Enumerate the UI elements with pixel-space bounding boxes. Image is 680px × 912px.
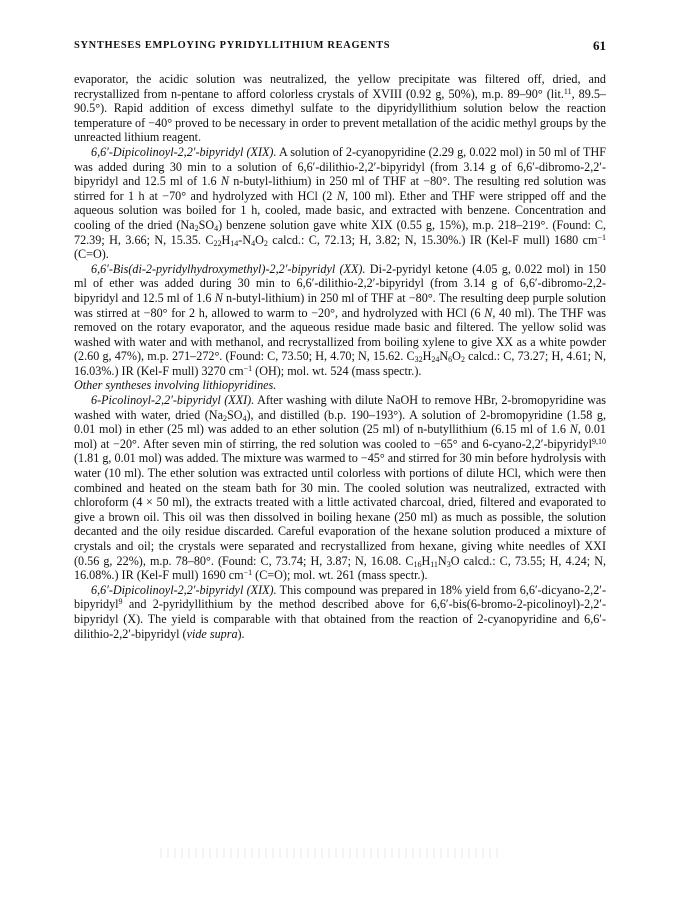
text-run: Di-2-pyridyl ketone (4.05 g, 0.022 mol) in 150 ml of ether was added during 30 min to 6,6′-dilithio-2,2′-bipyridyl (from 3.14 g of 6,6′-dibromo-2,2-bipyridyl and 12.5 ml of 1.6 — [74, 261, 606, 305]
reference-superscript: 9,10 — [592, 436, 606, 446]
compound-heading: 6-Picolinoyl-2,2′-bipyridyl (XXI). — [91, 393, 255, 408]
text-run: (C=O); mol. wt. 261 (mass spectr.). — [252, 568, 428, 583]
subscript: 3 — [446, 559, 451, 569]
text-run: (1.81 g, 0.01 mol) was added. The mixture was warmed to −45° and stirred for 30 min before hydrolysis with water (10 ml). The ether solution was extracted until colorless with portions of dilute HCl, which were then combined and heated on the steam bath for 30 min. The cooled solution was neutralized, extracted with chloroform (4 × 50 ml), the extracts treated with a little activated charcoal, dried, filtered and evaporated to give a brown oil. This oil was then dissolved in boiling hexane (250 ml) as much as possible, the solution decanted and the oily residue discarded. Careful evaporation of the hexane solution produced a mixture of crystals and oil; the crystals were separated and recrystallized from hexane, giving white needles of XXI (0.56 g, 22%), m.p. 78–80°. (Found: C, 73.74; H, 3.87; N, 16.08. C — [74, 451, 606, 568]
text-run: , 40 ml). The THF was removed on the rotary evaporator, and the aqueous residue made basic and filtered. The yellow solid was washed with water and with methanol, and recrystallized from boiling xylene to give XX as a white powder (2.60 g, 47%), m.p. 271–272°. (Found: C, 73.50; H, 4.70; N, 15.62. C — [74, 305, 607, 364]
body-text — [74, 72, 606, 641]
reference-superscript: 9 — [118, 597, 123, 607]
faint-footer-mark — [160, 848, 500, 858]
text-run: N — [484, 305, 493, 320]
paragraph-continuation — [74, 72, 606, 145]
subscript: 22 — [213, 238, 222, 248]
paragraph-compound-xix — [74, 145, 606, 262]
text-run: N — [214, 290, 223, 305]
text-run: SO — [198, 217, 215, 232]
subscript: 2 — [263, 238, 268, 248]
paragraph-compound-xxi — [74, 393, 606, 583]
superscript: −1 — [243, 568, 253, 578]
text-run: N — [437, 553, 447, 568]
text-run: ), and distilled (b.p. 190–193°). A solution of 2-bromopyridine (1.58 g, 0.01 mol) in ether (25 ml) was added to an ether solution (25 ml) of n-butyllithium (6.15 ml of 1.6 — [74, 407, 606, 437]
subscript: 2 — [222, 413, 227, 423]
subscript: 4 — [251, 238, 256, 248]
compound-heading: 6,6′-Bis(di-2-pyridylhydroxymethyl)-2,2′-bipyridyl (XX). — [91, 261, 366, 276]
paragraph-compound-xix-alt — [74, 583, 606, 641]
text-run: H — [422, 349, 432, 364]
text-run: , 0.01 mol) at −20°. After seven min of stirring, the red solution was cooled to −65° and 6-cyano-2,2′-bipyridyl — [74, 422, 606, 451]
running-head — [74, 40, 606, 58]
subscript: 14 — [230, 238, 239, 248]
text-run: H — [221, 232, 231, 247]
superscript: −1 — [243, 363, 253, 373]
text-run: This compound was prepared in 18% yield from 6,6′-dicyano-2,2′-bipyridyl — [74, 582, 606, 612]
paragraph-compound-xx — [74, 262, 606, 379]
subscript: 11 — [430, 559, 438, 569]
running-title: SYNTHESES EMPLOYING PYRIDYLLITHIUM REAGENTS — [74, 40, 391, 51]
text-run: N — [336, 188, 345, 203]
compound-heading: 6,6′-Dipicolinoyl-2,2′-bipyridyl (XIX). — [91, 144, 277, 159]
text-run: and 2-pyridyllithium by the method described above for 6,6′-bis(6-bromo-2-picolinoyl)-2,2′-bipyridyl (X). The yield is comparable with that obtained from the reaction of 2-cyanopyridine and 6,6′-dilithio-2,2′-bipyridyl ( — [74, 597, 606, 641]
text-run: vide supra — [186, 626, 238, 641]
text-run: N — [220, 174, 229, 189]
text-run: -N — [238, 232, 252, 247]
text-run: O calcd.: C, 73.55; H, 4.24; N, 16.08%.) IR (Kel-F mull) 1690 cm — [74, 553, 607, 583]
text-run: (OH); mol. wt. 524 (mass spectr.). — [252, 363, 422, 378]
reference-superscript: 11 — [563, 86, 572, 96]
text-run: evaporator, the acidic solution was neutralized, the yellow precipitate was filtered off, dried, and recrystallized from n-pentane to afford colorless crystals of XVIII (0.92 g, 50%), m.p. 89–90° (lit. — [74, 72, 606, 101]
compound-heading: 6,6′-Dipicolinoyl-2,2′-bipyridyl (XIX). — [91, 582, 277, 597]
subscript: 16 — [413, 559, 422, 569]
text-run: n-butyl-lithium) in 250 ml of THF at −80°. The resulting deep purple solution was stirred at −80° for 2 h, allowed to warm to −20°, and hydrolyzed with HCl (6 — [74, 290, 606, 320]
text-run: , 89.5–90.5°). Rapid addition of excess dimethyl sulfate to the dipyridyllithium solution below the reaction temperature of −40° proved to be necessary in order to prevent metallation of the acidic methyl groups by the unreacted lithium reagent. — [74, 86, 606, 145]
text-run: SO — [226, 407, 243, 422]
text-run: ). — [237, 626, 245, 641]
text-run: A solution of 2-cyanopyridine (2.29 g, 0.022 mol) in 50 ml of THF was added during 30 min to a solution of 6,6′-dilithio-2,2′-bipyridyl (from 3.14 g of 6,6′-dibromo-2,2′-bipyridyl and 12.5 ml of 1.6 — [74, 144, 606, 189]
text-run: O — [255, 232, 264, 247]
subscript: 32 — [414, 355, 423, 365]
superscript: −1 — [597, 232, 606, 242]
subscript: 4 — [214, 223, 219, 233]
text-run: O — [452, 349, 461, 364]
subscript: 2 — [194, 223, 199, 233]
section-subheading — [74, 378, 606, 393]
subscript: 24 — [431, 355, 440, 365]
text-run: calcd.: C, 73.27; H, 4.61; N, 16.03%.) IR (Kel-F mull) 3270 cm — [74, 349, 606, 378]
text-run: calcd.: C, 72.13; H, 3.82; N, 15.30%.) IR (Kel-F mull) 1680 cm — [267, 232, 598, 247]
text-run: N — [569, 422, 578, 437]
text-run: n-butyl-lithium) in 250 ml of THF at −80°. The resulting red solution was stirred for 1 h at −70° and hydrolyzed with HCl (2 — [74, 174, 606, 203]
text-run: N — [439, 349, 449, 364]
text-run: After washing with dilute NaOH to remove HBr, 2-bromopyridine was washed with water, dried (Na — [74, 393, 607, 422]
subheading-text: Other syntheses involving lithiopyridines. — [74, 378, 277, 393]
text-run: H — [421, 553, 431, 568]
subscript: 4 — [242, 413, 247, 423]
subscript: 2 — [460, 355, 465, 365]
text-run: (C=O). — [74, 247, 109, 262]
page-number: 61 — [593, 38, 606, 53]
text-run: ) benzene solution gave white XIX (0.55 g, 15%), m.p. 218–219°. (Found: C, 72.39; H, 3.66; N, 15.35. C — [74, 217, 606, 247]
text-run: , 100 ml). Ether and THF were stripped off and the aqueous solution was boiled for 1 h, cooled, made basic, and extracted with benzene. Concentration and cooling of the dried (Na — [74, 188, 606, 232]
subscript: 6 — [448, 355, 453, 365]
